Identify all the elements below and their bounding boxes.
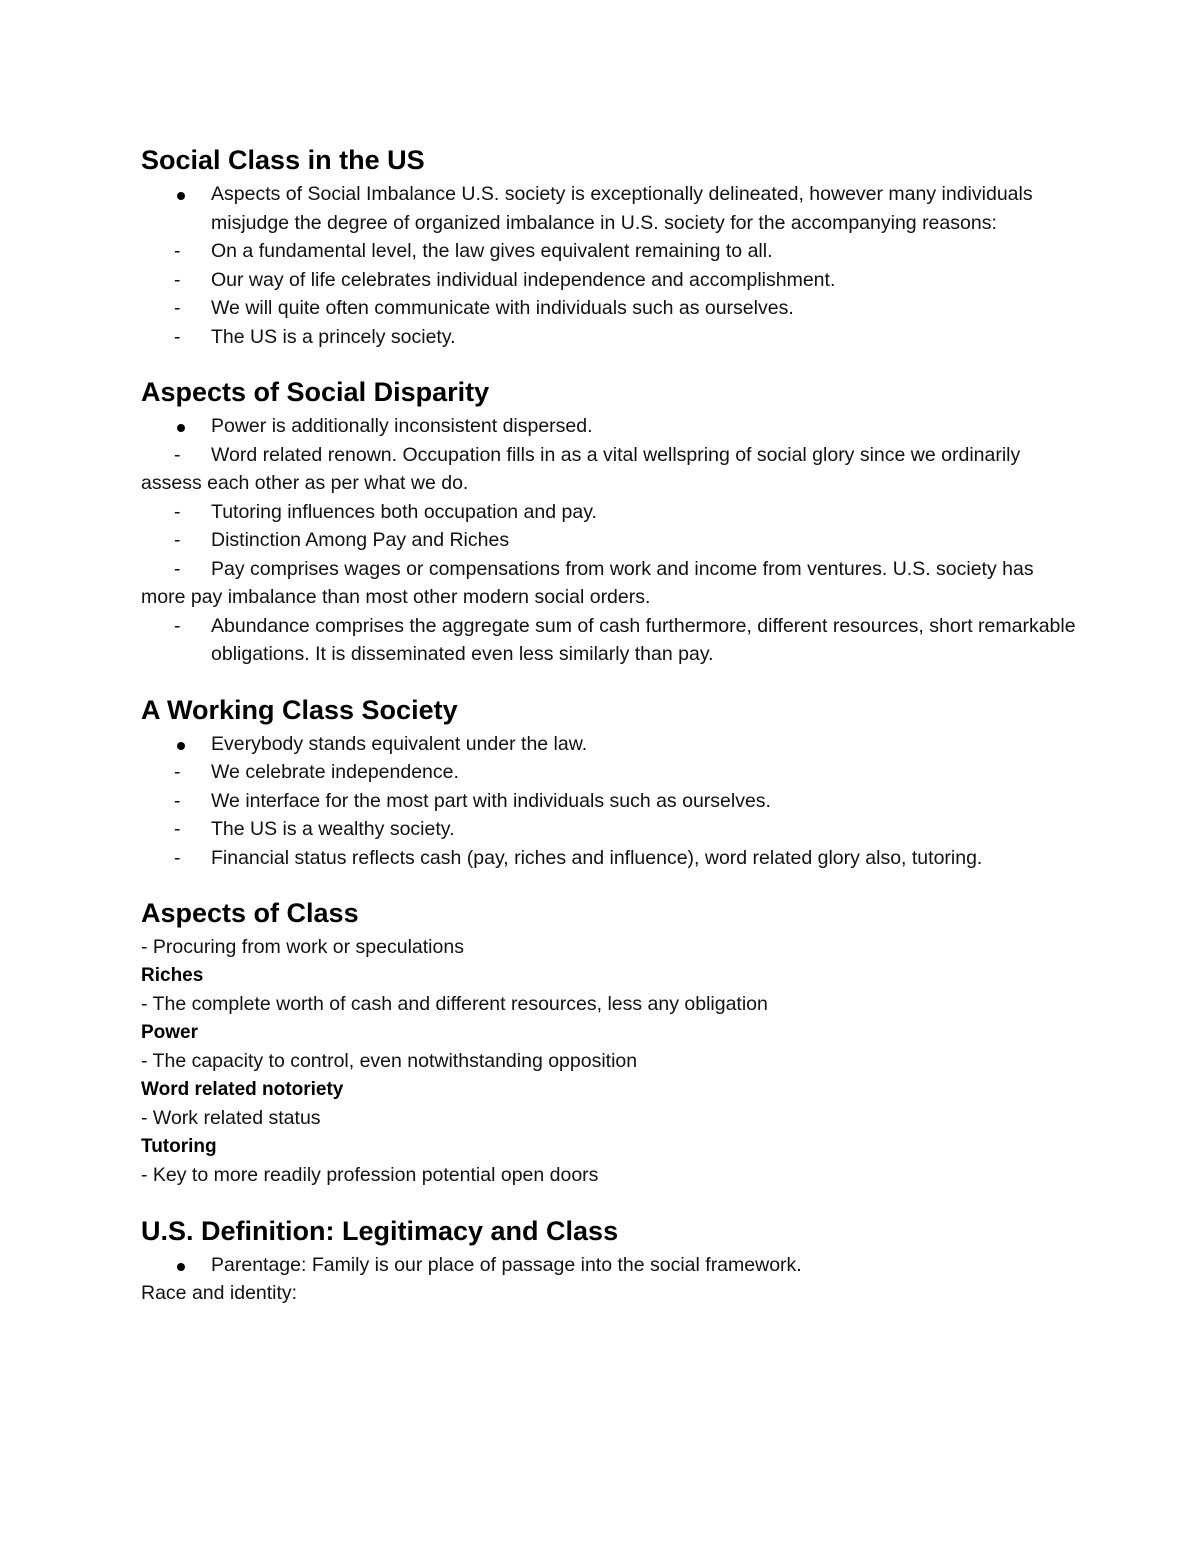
dash-marker: - bbox=[174, 325, 181, 348]
list-item-text: Aspects of Social Imbalance U.S. society is exceptionally delineated, however many individuals misjudge the degree of organized imbalance in U.S. society for the accompanying reasons: bbox=[211, 183, 1033, 234]
list-item-text: Our way of life celebrates individual independence and accomplishment. bbox=[211, 268, 836, 291]
list-item-text: Word related renown. Occupation fills in as a vital wellspring of social glory since we ordinarily assess each other as per what we do. bbox=[141, 443, 1021, 494]
list-item bbox=[141, 412, 1081, 441]
list-item-text: Power is additionally inconsistent dispersed. bbox=[211, 415, 593, 437]
list-item-text: Pay comprises wages or compensations from work and income from ventures. U.S. society has more pay imbalance than most other modern social orders. bbox=[141, 557, 1034, 608]
list-item-text: Distinction Among Pay and Riches bbox=[211, 529, 510, 551]
list-item bbox=[141, 323, 1081, 352]
dash-marker: - bbox=[174, 614, 181, 637]
section-heading: A Working Class Society bbox=[141, 694, 458, 725]
list-item-text: The US is a wealthy society. bbox=[211, 818, 455, 840]
dash-marker: - bbox=[174, 818, 181, 840]
list-item bbox=[141, 498, 1081, 527]
list-item-text: Parentage: Family is our place of passage into the social framework. bbox=[211, 1253, 802, 1276]
list-item-text: We will quite often communicate with individuals such as ourselves. bbox=[211, 297, 794, 319]
list-item bbox=[141, 844, 1081, 873]
list-item-text: Financial status reflects cash (pay, riches and influence), word related glory also, tutoring. bbox=[211, 846, 983, 869]
list-item bbox=[141, 441, 1081, 498]
list-item bbox=[141, 526, 1081, 555]
list-item bbox=[141, 294, 1081, 323]
list-item-text: Tutoring influences both occupation and pay. bbox=[211, 500, 597, 523]
list-item bbox=[141, 815, 1081, 844]
section-social-class bbox=[141, 140, 1081, 351]
dash-marker: - bbox=[174, 443, 181, 466]
section-working-class bbox=[141, 690, 1081, 873]
document-content bbox=[141, 140, 1081, 1329]
definition-text: - Procuring from work or speculations bbox=[141, 936, 464, 958]
list-item bbox=[141, 612, 1081, 669]
list-item bbox=[141, 730, 1081, 759]
list-item-text: Everybody stands equivalent under the law. bbox=[211, 732, 588, 755]
list-item bbox=[141, 555, 1081, 612]
dash-marker: - bbox=[174, 297, 181, 319]
list-item bbox=[141, 180, 1081, 237]
definition-text: - The complete worth of cash and different resources, less any obligation bbox=[141, 993, 768, 1015]
list-item bbox=[141, 758, 1081, 787]
section-us-definition bbox=[141, 1211, 1081, 1308]
trailing-text: Race and identity: bbox=[141, 1282, 298, 1304]
dash-marker: - bbox=[174, 761, 181, 783]
section-heading: Aspects of Social Disparity bbox=[141, 377, 490, 407]
section-heading: Aspects of Class bbox=[141, 898, 359, 928]
dash-marker: - bbox=[174, 557, 181, 580]
list-item-text: We interface for the most part with individuals such as ourselves. bbox=[211, 789, 771, 812]
list-item bbox=[141, 1251, 1081, 1280]
list-item-text: The US is a princely society. bbox=[211, 325, 456, 348]
term-heading: Word related notoriety bbox=[141, 1078, 344, 1100]
definition-text: - Key to more readily profession potential open doors bbox=[141, 1164, 599, 1186]
list-item bbox=[141, 266, 1081, 295]
list-item bbox=[141, 787, 1081, 816]
term-heading: Power bbox=[141, 1021, 199, 1043]
list-item-text: On a fundamental level, the law gives equivalent remaining to all. bbox=[211, 240, 773, 262]
term-heading: Riches bbox=[141, 964, 204, 986]
section-aspects-of-class bbox=[141, 893, 1081, 1190]
section-heading: U.S. Definition: Legitimacy and Class bbox=[141, 1215, 619, 1246]
definition-text: - Work related status bbox=[141, 1107, 321, 1129]
definition-text: - The capacity to control, even notwithstanding opposition bbox=[141, 1050, 638, 1072]
dash-marker: - bbox=[174, 789, 181, 812]
term-heading: Tutoring bbox=[141, 1135, 217, 1157]
section-social-disparity bbox=[141, 372, 1081, 669]
dash-marker: - bbox=[174, 846, 181, 869]
dash-marker: - bbox=[174, 240, 181, 262]
list-item-text: We celebrate independence. bbox=[211, 761, 459, 783]
list-item bbox=[141, 237, 1081, 266]
dash-marker: - bbox=[174, 268, 181, 291]
dash-marker: - bbox=[174, 500, 181, 523]
dash-marker: - bbox=[174, 529, 181, 551]
section-heading: Social Class in the US bbox=[141, 145, 425, 175]
list-item-text: Abundance comprises the aggregate sum of cash furthermore, different resources, short remarkable obligations. It is disseminated even less similarly than pay. bbox=[211, 614, 1076, 665]
